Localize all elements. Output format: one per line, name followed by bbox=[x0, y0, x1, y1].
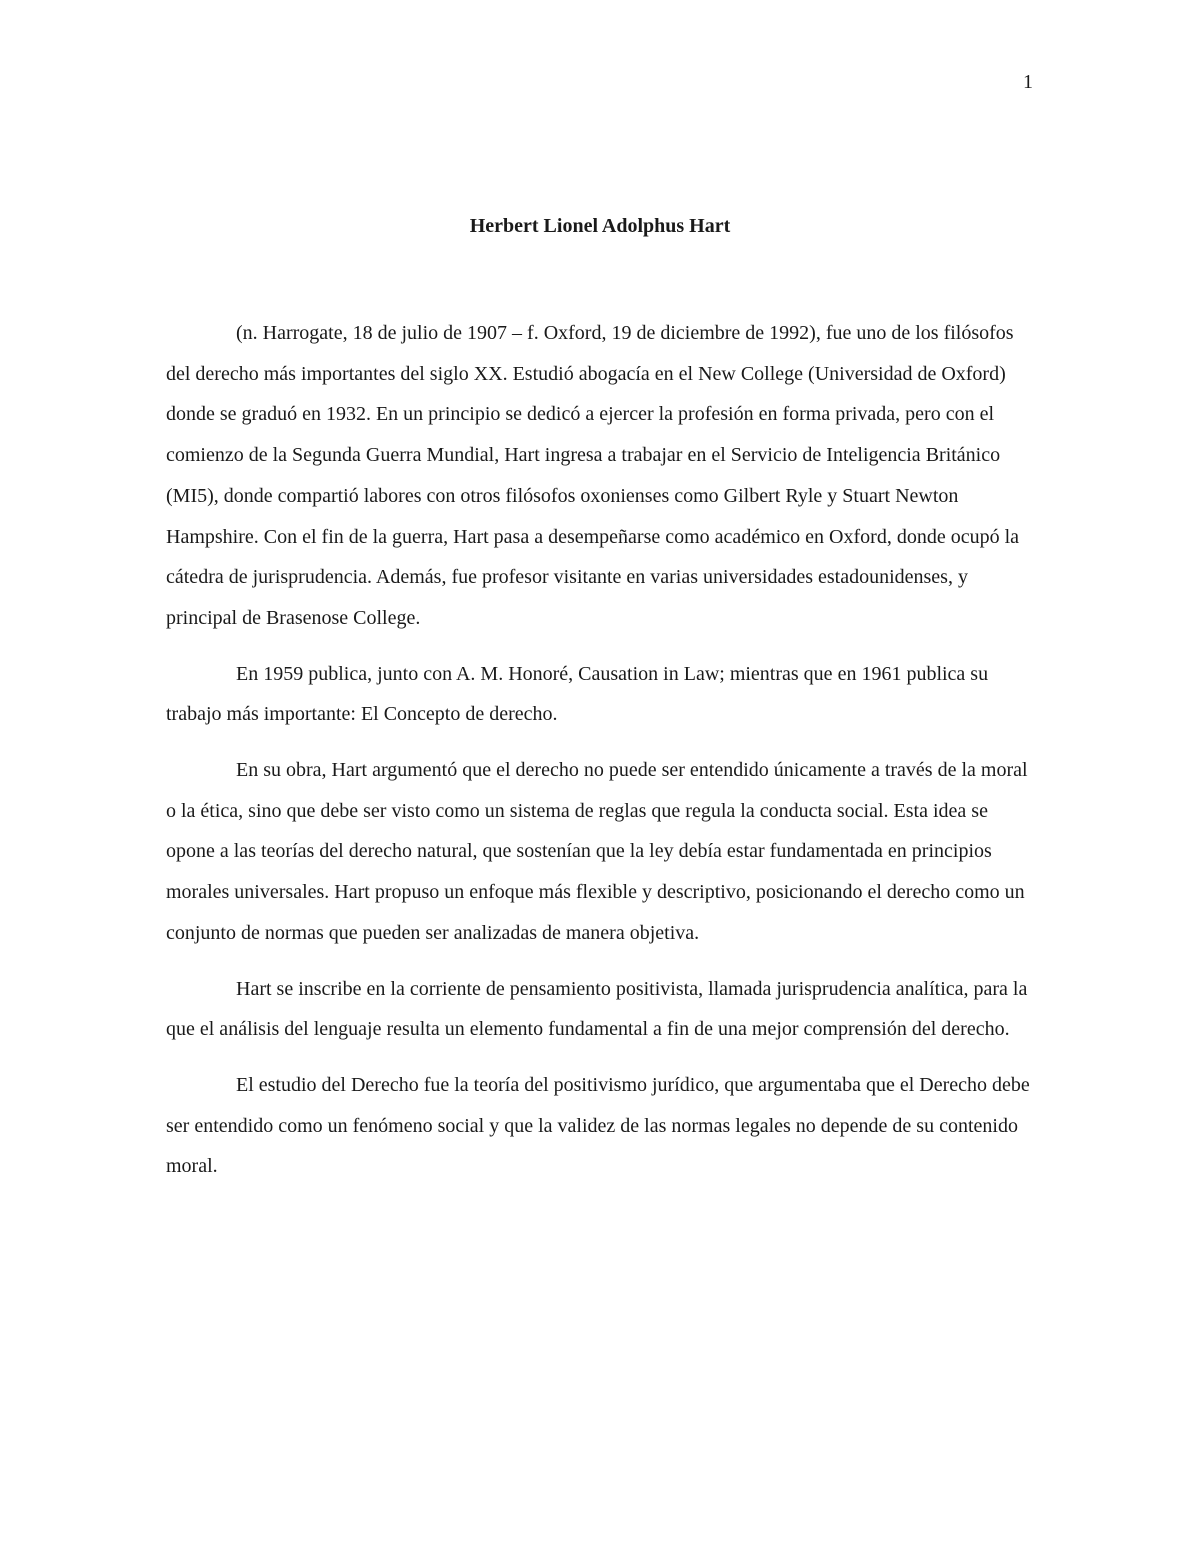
paragraph-legal-theory: En su obra, Hart argumentó que el derecho no puede ser entendido únicamente a través de la moral o la ética, sino que debe ser visto como un sistema de reglas que regula la conducta social. Esta idea se opone a las teorías del derecho natural, que sostenían que la ley debía estar fundamentada en principios morales universales. Hart propuso un enfoque más flexible y descriptivo, posicionando el derecho como un conjunto de normas que pueden ser analizadas de manera objetiva. bbox=[166, 759, 1028, 944]
document-body bbox=[166, 313, 1036, 1202]
paragraph-biography: (n. Harrogate, 18 de julio de 1907 – f. Oxford, 19 de diciembre de 1992), fue uno de los filósofos del derecho más importantes del siglo XX. Estudió abogacía en el New College (Universidad de Oxford) donde se graduó en 1932. En un principio se dedicó a ejercer la profesión en forma privada, pero con el comienzo de la Segunda Guerra Mundial, Hart ingresa a trabajar en el Servicio de Inteligencia Británico (MI5), donde compartió labores con otros filósofos oxonienses como Gilbert Ryle y Stuart Newton Hampshire. Con el fin de la guerra, Hart pasa a desempeñarse como académico en Oxford, donde ocupó la cátedra de jurisprudencia. Además, fue profesor visitante en varias universidades estadounidenses, y principal de Brasenose College. bbox=[166, 322, 1020, 629]
paragraph-positivism: Hart se inscribe en la corriente de pensamiento positivista, llamada jurisprudencia analítica, para la que el análisis del lenguaje resulta un elemento fundamental a fin de una mejor comprensión del derecho. bbox=[166, 977, 1028, 1041]
document-title: Herbert Lionel Adolphus Hart bbox=[469, 215, 731, 237]
paragraph-legal-positivism: El estudio del Derecho fue la teoría del positivismo jurídico, que argumentaba que el Derecho debe ser entendido como un fenómeno social y que la validez de las normas legales no depende de su contenido moral. bbox=[166, 1073, 1030, 1178]
paragraph-publications: En 1959 publica, junto con A. M. Honoré, Causation in Law; mientras que en 1961 publica su trabajo más importante: El Concepto de derecho. bbox=[166, 662, 989, 726]
page-number: 1 bbox=[1023, 71, 1033, 93]
